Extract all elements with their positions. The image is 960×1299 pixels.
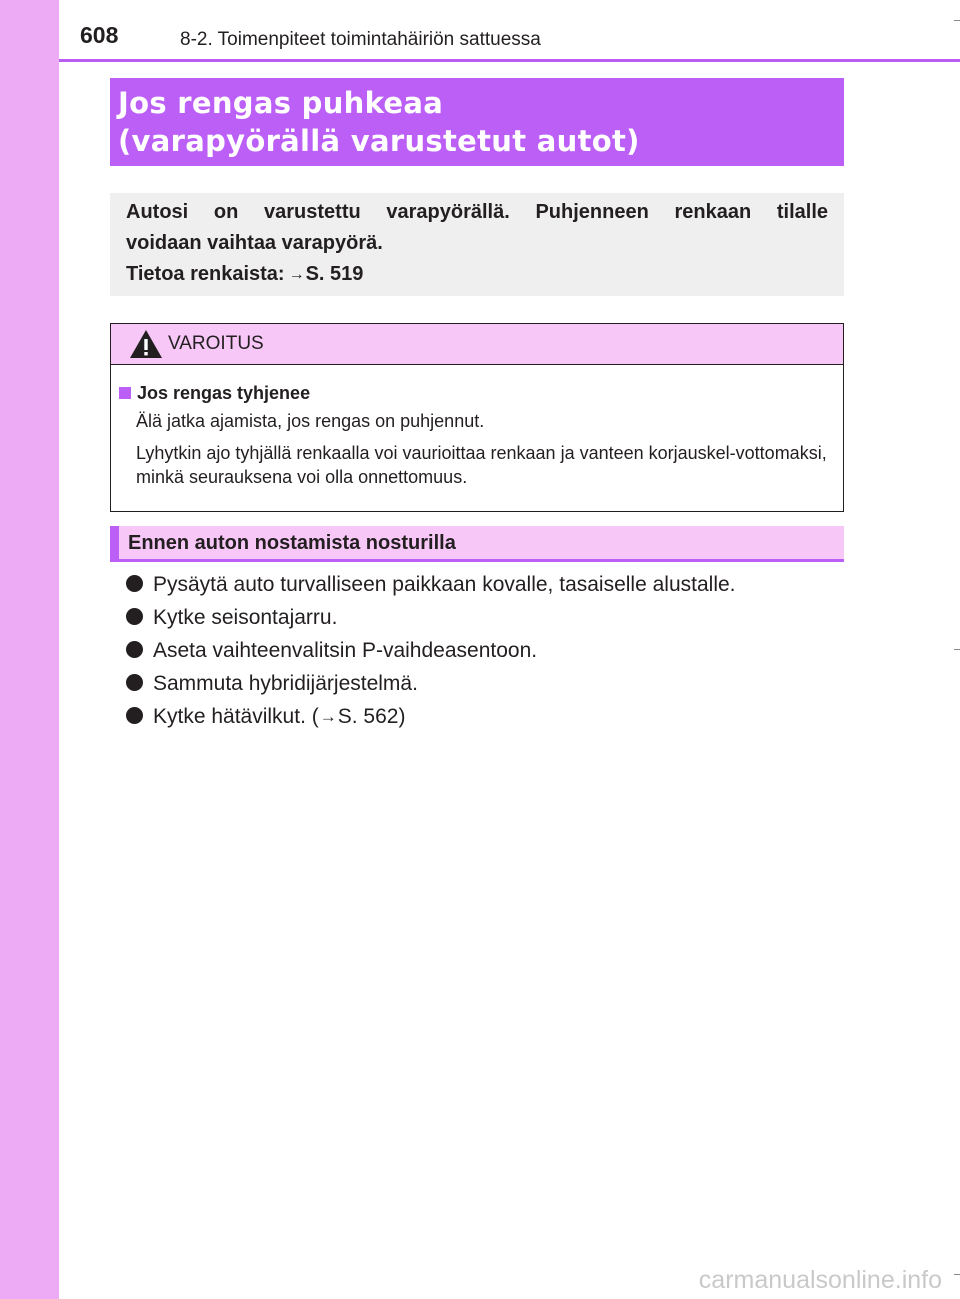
- warning-subtitle-text: Jos rengas tyhjenee: [137, 383, 311, 403]
- tire-info-ref-link[interactable]: S. 519: [305, 263, 364, 285]
- header-rule: [59, 59, 960, 62]
- warning-box: [110, 323, 844, 512]
- arrow-right-icon: →: [288, 266, 305, 283]
- intro-box: [110, 193, 844, 296]
- list-item: [126, 636, 736, 669]
- list-item: [126, 669, 736, 702]
- warning-subtitle: [119, 383, 310, 404]
- list-item: [126, 603, 736, 636]
- square-bullet-icon: [119, 387, 131, 399]
- warning-header: [111, 324, 843, 365]
- subheading-accent-bar: [110, 526, 119, 559]
- intro-line-2: voidaan vaihtaa varapyörä.: [126, 232, 383, 254]
- list-item-text: Kytke hätävilkut. (: [153, 705, 319, 728]
- list-item: [126, 570, 736, 603]
- list-item-text: Aseta vaihteenvalitsin P-vaihdeasentoon.: [153, 639, 538, 662]
- bullet-dot-icon: [126, 707, 143, 724]
- margin-tick: [954, 1274, 960, 1275]
- subheading: [110, 526, 844, 562]
- title-banner: [110, 78, 844, 166]
- warning-paragraph-1: Älä jatka ajamista, jos rengas on puhjennut.: [136, 411, 485, 431]
- bullet-dot-icon: [126, 608, 143, 625]
- warning-paragraph-2: Lyhytkin ajo tyhjällä renkaalla voi vaurioittaa renkaan ja vanteen korjauskel-vottomaksi, minkä seurauksena voi olla onnettomuus.: [136, 443, 827, 487]
- bullet-list: [126, 570, 736, 735]
- margin-tick: [954, 649, 960, 650]
- list-item-text: Pysäytä auto turvalliseen paikkaan kovalle, tasaiselle alustalle.: [153, 573, 736, 596]
- hazard-ref-link[interactable]: S. 562): [337, 705, 406, 728]
- title-line-1: Jos rengas puhkeaa: [118, 86, 444, 120]
- warning-title: VAROITUS: [168, 333, 264, 354]
- list-item: [126, 702, 736, 735]
- list-item-text: Sammuta hybridijärjestelmä.: [153, 672, 418, 695]
- tire-info-label: Tietoa renkaista:: [126, 263, 285, 285]
- bullet-dot-icon: [126, 674, 143, 691]
- watermark: carmanualsonline.info: [698, 1266, 942, 1294]
- margin-tick: [954, 20, 960, 21]
- page-number: 608: [80, 22, 119, 48]
- side-strip: [0, 0, 59, 1299]
- arrow-right-icon: →: [319, 707, 337, 726]
- intro-line-1: Autosi on varustettu varapyörällä. Puhjenneen renkaan tilalle: [126, 201, 828, 223]
- bullet-dot-icon: [126, 641, 143, 658]
- warning-triangle-icon: [129, 329, 163, 359]
- section-label: 8-2. Toimenpiteet toimintahäiriön sattuessa: [180, 29, 541, 50]
- title-line-2: (varapyörällä varustetut autot): [118, 124, 640, 158]
- bullet-dot-icon: [126, 575, 143, 592]
- subheading-text: Ennen auton nostamista nosturilla: [128, 532, 456, 554]
- list-item-text: Kytke seisontajarru.: [153, 606, 338, 629]
- tire-info-line: [126, 259, 828, 290]
